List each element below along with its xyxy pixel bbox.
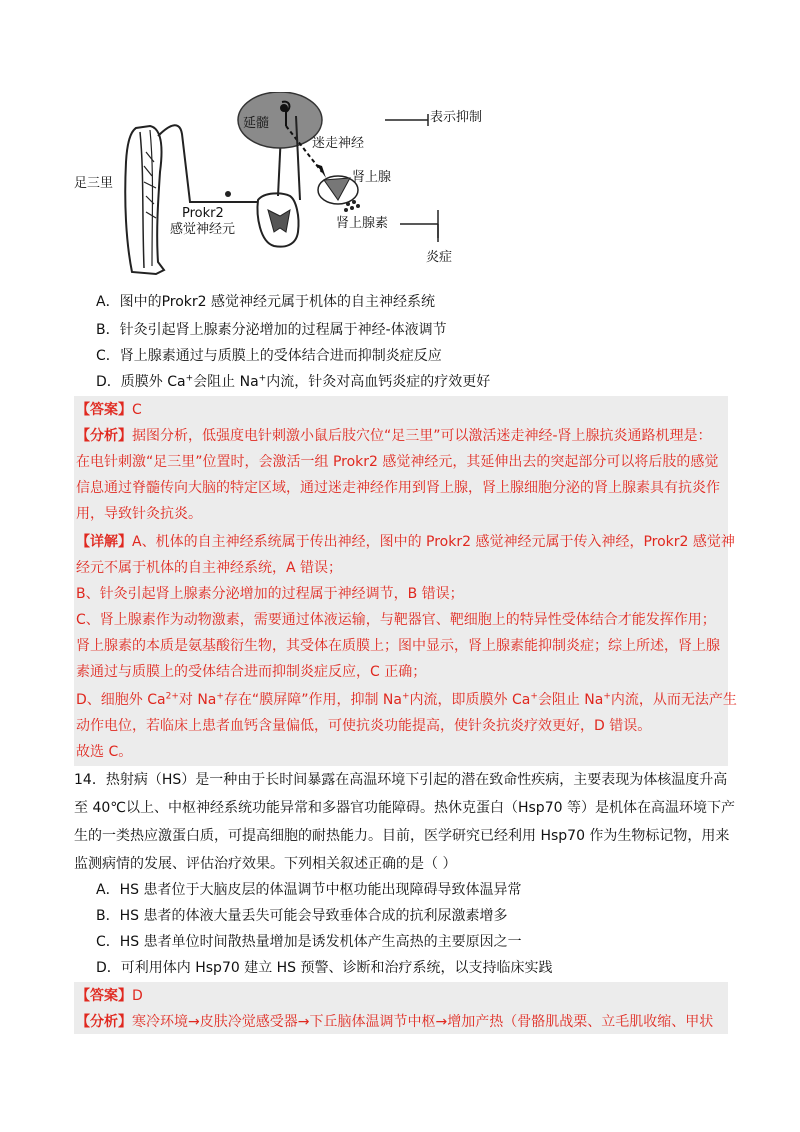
q14-stem-line-2: 至 40℃以上、中枢神经系统功能异常和多器官功能障碍。热休克蛋白（Hsp70 等）是机体在高温环境下产: [74, 800, 735, 816]
q14-stem-line-1: 14．热射病（HS）是一种由于长时间暴露在高温环境下引起的潜在致命性疾病，主要表现为体核温度升高: [74, 772, 728, 788]
acupuncture-pathway-diagram: [60, 92, 500, 278]
q13-answer: 【答案】C: [76, 402, 142, 418]
medulla-label: 延髓: [243, 116, 270, 131]
q13-analysis-line-4: 用，导致针灸抗炎。: [76, 506, 202, 522]
q13-detail-b: B、针灸引起肾上腺素分泌增加的过程属于神经调节，B 错误；: [76, 586, 464, 602]
q13-option-b: B．针灸引起肾上腺素分泌增加的过程属于神经-体液调节: [96, 322, 447, 338]
adrenal-label: 肾上腺: [352, 170, 392, 185]
q13-analysis-line-2: 在电针刺激“足三里”位置时，会激活一组 Prokr2 感觉神经元，其延伸出去的突起部分可以将后肢的感觉: [76, 454, 719, 470]
q13-detail-d-2: 动作电位，若临床上患者血钙含量偏低，可使抗炎功能提高，使针灸抗炎疗效更好，D 错误。: [76, 718, 652, 734]
vagus-label: 迷走神经: [312, 136, 365, 151]
q13-option-c: C．肾上腺素通过与质膜上的受体结合进而抑制炎症反应: [96, 348, 442, 364]
q14-option-c: C．HS 患者单位时间散热量增加是诱发机体产生高热的主要原因之一: [96, 934, 522, 950]
inflammation-label: 炎症: [426, 250, 453, 265]
q13-analysis-line-3: 信息通过脊髓传向大脑的特定区域，通过迷走神经作用到肾上腺，肾上腺细胞分泌的肾上腺素具有抗炎作: [76, 480, 720, 496]
q13-option-a: A．图中的Prokr2 感觉神经元属于机体的自主神经系统: [96, 294, 436, 310]
q13-option-d: D．质膜外 Ca+会阻止 Na+内流，针灸对高血钙炎症的疗效更好: [96, 373, 491, 390]
q14-option-a: A．HS 患者位于大脑皮层的体温调节中枢功能出现障碍导致体温异常: [96, 882, 522, 898]
q13-analysis-line-1: 【分析】据图分析，低强度电针刺激小鼠后肢穴位“足三里”可以激活迷走神经-肾上腺抗炎通路机理是：: [76, 428, 712, 444]
q13-detail-a-1: 【详解】A、机体的自主神经系统属于传出神经，图中的 Prokr2 感觉神经元属于传入神经，Prokr2 感觉神: [76, 534, 735, 550]
legend-inhibit-label: 表示抑制: [430, 110, 483, 125]
q13-conclusion: 故选 C。: [76, 744, 133, 760]
q13-detail-c-2: 肾上腺素的本质是氨基酸衍生物，其受体在质膜上；图中显示，肾上腺素能抑制炎症；综上所述，肾上腺: [76, 638, 720, 654]
q14-analysis-line-1: 【分析】寒冷环境→皮肤冷觉感受器→下丘脑体温调节中枢→增加产热（骨骼肌战栗、立毛肌收缩、甲状: [76, 1014, 714, 1030]
zusanli-label: 足三里: [74, 176, 114, 191]
q13-detail-a-2: 经元不属于机体的自主神经系统，A 错误；: [76, 560, 343, 576]
sensory-neuron-label: 感觉神经元: [170, 222, 236, 237]
q13-detail-c-1: C、肾上腺素作为动物激素，需要通过体液运输，与靶器官、靶细胞上的特异性受体结合才能发挥作用；: [76, 612, 716, 628]
q13-detail-c-3: 素通过与质膜上的受体结合进而抑制炎症反应，C 正确；: [76, 664, 427, 680]
q13-detail-d-1: D、细胞外 $Ca^{2+}$对 Na+存在“膜屏障”作用，抑制 Na+内流，即质膜外 Ca+会阻止 Na+内流，从而无法产生: [76, 691, 737, 708]
q14-answer: 【答案】D: [76, 988, 143, 1004]
prokr2-label: Prokr2: [182, 206, 224, 221]
q14-option-d: D．可利用体内 Hsp70 建立 HS 预警、诊断和治疗系统，以支持临床实践: [96, 960, 553, 976]
q14-option-b: B．HS 患者的体液大量丢失可能会导致垂体合成的抗利尿激素增多: [96, 908, 508, 924]
epinephrine-label: 肾上腺素: [336, 216, 389, 231]
q14-stem-line-4: 监测病情的发展、评估治疗效果。下列相关叙述正确的是（ ）: [74, 856, 457, 872]
q14-stem-line-3: 生的一类热应激蛋白质，可提高细胞的耐热能力。目前，医学研究已经利用 Hsp70 作为生物标记物，用来: [74, 828, 730, 844]
